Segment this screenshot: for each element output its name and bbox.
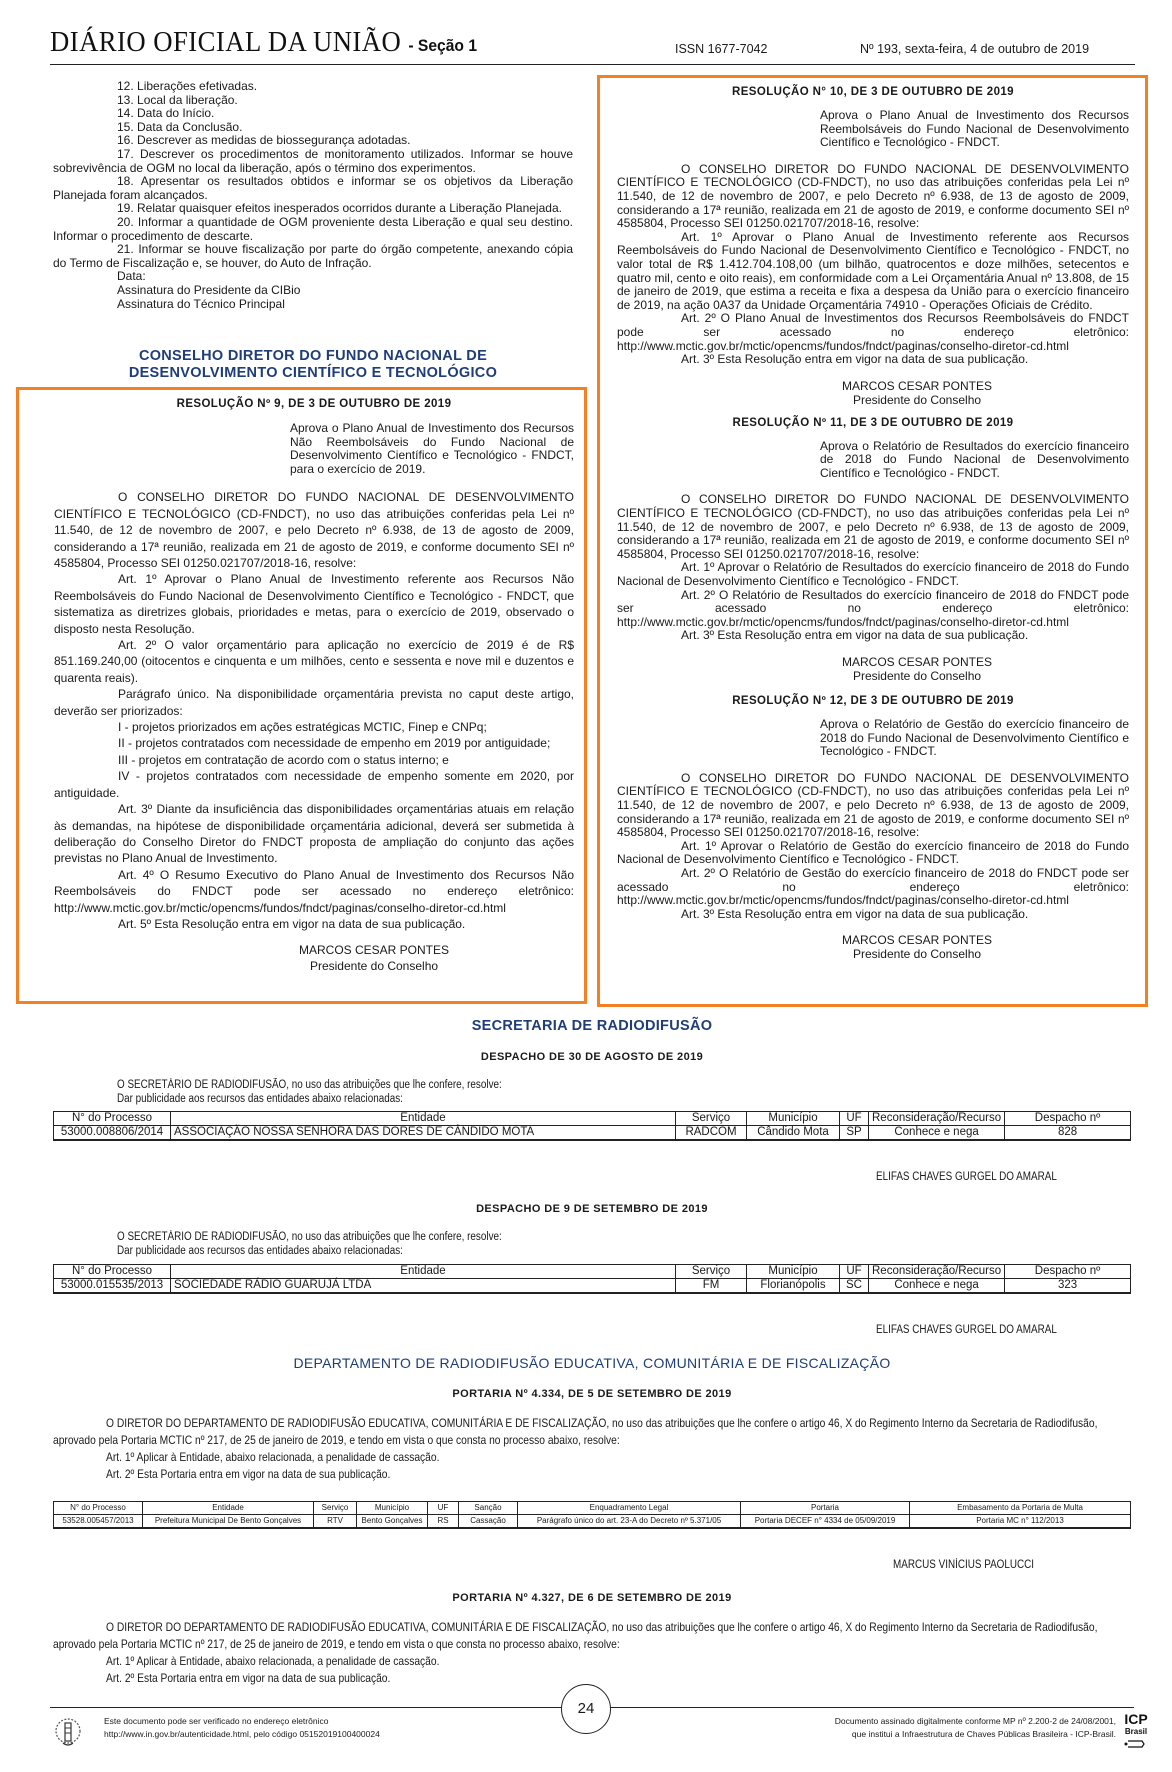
column-header: UF — [840, 1265, 869, 1279]
despacho-2-intro: O SECRETÁRIO DE RADIODIFUSÃO, no uso das atribuições que lhe confere, resolve: — [117, 1231, 502, 1243]
svg-text:Brasil: Brasil — [1124, 1727, 1148, 1736]
cell-servico: RADCOM — [676, 1126, 747, 1141]
cell-municipio: Cândido Mota — [747, 1126, 840, 1141]
paragraph: Art. 3º Diante da insuficiência das disponibilidades orçamentárias atuais em relação às demandas, na hipótese de disponibilidade orçamentária adicional, deverá ser submetida à deliberação do Conselho Diretor do FNDCT proposta de ampliação do conjunto das ações previstas no Plano Anual de Investimento. — [54, 802, 574, 866]
resolucoes-10-12-box — [597, 75, 1148, 1007]
departamento-heading: DEPARTAMENTO DE RADIODIFUSÃO EDUCATIVA, COMUNITÁRIA E DE FISCALIZAÇÃO — [293, 1355, 891, 1371]
column-header: Serviço — [314, 1502, 357, 1515]
column-header: Reconsideração/Recurso — [869, 1112, 1005, 1126]
icp-brasil-logo — [1122, 1711, 1150, 1751]
column-header: Entidade — [171, 1112, 676, 1126]
table-header-row — [54, 1265, 1131, 1279]
portaria-1-table — [53, 1501, 1131, 1529]
column-header: N° do Processo — [54, 1112, 171, 1126]
conselho-heading — [53, 348, 573, 382]
paragraph: Art. 4º O Resumo Executivo do Plano Anual de Investimento dos Recursos Não Reembolsáveis do FNDCT pode ser acessado no endereço eletrônico: http://www.mctic.gov.br/mctic/opencms/fundos/fndct/paginas/conselho-diretor-cd.html — [54, 867, 574, 915]
conselho-heading-line2: DESENVOLVIMENTO CIENTÍFICO E TECNOLÓGICO — [128, 365, 498, 381]
list-item: 17. Descrever os procedimentos de monitoramento utilizados. Informar se houve sobrevivência de OGM no local da liberação, após o término dos experimentos. — [53, 146, 573, 175]
header-rule — [50, 64, 1135, 65]
column-header: Embasamento da Portaria de Multa — [910, 1502, 1131, 1515]
paragraph: Art. 3º Esta Resolução entra em vigor na data de sua publicação. — [681, 628, 1029, 643]
cell-despacho: 828 — [1005, 1126, 1131, 1141]
svg-text:ICP: ICP — [1124, 1711, 1148, 1727]
cell-reconsideracao: Conhece e nega — [869, 1279, 1005, 1294]
resolucao-12-title: RESOLUÇÃO Nº 12, DE 3 DE OUTUBRO DE 2019 — [732, 695, 1014, 707]
verification-text: Este documento pode ser verificado no endereço eletrônico — [104, 1716, 329, 1726]
signature-text-1: Documento assinado digitalmente conforme MP nº 2.200-2 de 24/08/2001, — [834, 1716, 1116, 1726]
resolucao-11-body — [617, 493, 1129, 643]
paragraph: O CONSELHO DIRETOR DO FUNDO NACIONAL DE DESENVOLVIMENTO CIENTÍFICO E TECNOLÓGICO (CD-FNDCT), no uso das atribuições conferidas pela Lei nº 11.540, de 12 de novembro de 2007, e pelo Decreto nº 6.938, de 13 de agosto de 2009, considerando a 17ª reunião, realizada em 21 de agosto de 2019, e conforme documento SEI nº 4585804, Processo SEI 01250.021707/2018-16, resolve: — [617, 770, 1129, 840]
cell-uf: RS — [428, 1515, 459, 1529]
cell-servico: RTV — [314, 1515, 357, 1529]
paragraph: Art. 1º Aprovar o Relatório de Gestão do exercício financeiro de 2018 do Fundo Nacional de Desenvolvimento Científico e Tecnológico - FNDCT. — [617, 838, 1129, 867]
issn: ISSN 1677-7042 — [675, 42, 768, 56]
paragraph: Art. 3º Esta Resolução entra em vigor na data de sua publicação. — [681, 352, 1029, 367]
signer-name: MARCOS CESAR PONTES — [841, 655, 993, 669]
list-item: Assinatura do Presidente da CIBio — [117, 282, 301, 297]
portaria-1-title: PORTARIA Nº 4.334, DE 5 DE SETEMBRO DE 2019 — [452, 1388, 732, 1400]
column-header: UF — [840, 1112, 869, 1126]
table-header-row — [54, 1502, 1131, 1515]
paragraph: Art. 2º O valor orçamentário para aplicação no exercício de 2019 é de R$ 851.169.240,00 (oitocentos e cinquenta e um milhões, cento e sessenta e nove mil e duzentos e quarenta reais). — [54, 638, 574, 685]
despacho-2-title: DESPACHO DE 9 DE SETEMBRO DE 2019 — [476, 1203, 708, 1215]
signer-role: Presidente do Conselho — [309, 959, 439, 974]
column-header: N° do Processo — [54, 1502, 143, 1515]
resolucao-10-title: RESOLUÇÃO N° 10, DE 3 DE OUTUBRO DE 2019 — [732, 86, 1014, 98]
despacho-2-intro2: Dar publicidade aos recursos das entidades abaixo relacionadas: — [117, 1245, 403, 1257]
table-row — [54, 1515, 1131, 1529]
resolucao-12-ementa: Aprova o Relatório de Gestão do exercício financeiro de 2018 do Fundo Nacional de Desenvolvimento Científico e Tecnológico - FNDCT. — [820, 717, 1129, 759]
cell-processo: 53000.015535/2013 — [54, 1279, 171, 1294]
list-item: 18. Apresentar os resultados obtidos e informar se os objetivos da Liberação Planejada foram alcançados. — [53, 174, 573, 202]
list-item: 15. Data da Conclusão. — [117, 119, 243, 134]
paragraph: Art. 5º Esta Resolução entra em vigor na data de sua publicação. — [118, 916, 466, 931]
paragraph: Art. 2º O Relatório de Resultados do exercício financeiro de 2018 do FNDCT pode ser acessado no endereço eletrônico: http://www.mctic.gov.br/mctic/opencms/fundos/fndct/paginas/conselho-diretor-cd.html — [617, 587, 1129, 629]
paragraph: O CONSELHO DIRETOR DO FUNDO NACIONAL DE DESENVOLVIMENTO CIENTÍFICO E TECNOLÓGICO (CD-FNDCT), no uso das atribuições conferidas pela Lei nº 11.540, de 12 de novembro de 2007, e pelo Decreto nº 6.938, de 13 de agosto de 2009, considerando a 17ª reunião, realizada em 21 de agosto de 2019, e conforme documento SEI nº 4585804, Processo SEI 01250.021707/2018-16, resolve: — [54, 490, 574, 570]
resolucao-10-signature — [817, 379, 1017, 407]
cell-entidade: Prefeitura Municipal De Bento Gonçalves — [143, 1515, 314, 1529]
paragraph: Art. 2º O Plano Anual de Investimentos dos Recursos Reembolsáveis do FNDCT pode ser acessado no endereço eletrônico: http://www.mctic.gov.br/mctic/opencms/fundos/fndct/paginas/conselho-diretor-cd.html — [617, 311, 1129, 353]
cell-sancao: Cassação — [459, 1515, 518, 1529]
column-header: Entidade — [143, 1502, 314, 1515]
column-header: Serviço — [676, 1112, 747, 1126]
list-item: 14. Data do Início. — [117, 106, 215, 121]
signer-name: MARCOS CESAR PONTES — [298, 943, 450, 958]
column-header: Reconsideração/Recurso — [869, 1265, 1005, 1279]
paragraph: Art. 3º Esta Resolução entra em vigor na data de sua publicação. — [681, 906, 1029, 921]
portaria-1-body — [53, 1415, 1130, 1483]
paragraph: Art. 1º Aplicar à Entidade, abaixo relacionada, a penalidade de cassação. — [106, 1654, 440, 1668]
resolucao-9-title: RESOLUÇÃO Nº 9, DE 3 DE OUTUBRO DE 2019 — [176, 398, 452, 410]
portaria-1-signer: MARCUS VINÍCIUS PAOLUCCI — [893, 1559, 1035, 1571]
paragraph: Art. 1º Aprovar o Plano Anual de Investimento referente aos Recursos Reembolsáveis do Fundo Nacional de Desenvolvimento Científico e Tecnológico - FNDCT, no valor total de R$ 1.412.704.108,00 (um bilhão, quatrocentos e doze milhões, setecentos e quatro mil, cento e oito reais), em conformidade com a Lei Orçamentária Anual nº 13.808, de 15 de janeiro de 2019, que estima a receita e fixa a despesa da União para o exercício financeiro de 2019, na ação 0A37 da Unidade Orçamentária 74910 - Operações Oficiais de Crédito. — [617, 229, 1129, 312]
masthead-title — [50, 26, 477, 59]
column-header: Despacho nº — [1005, 1112, 1131, 1126]
paragraph: III - projetos em contratação de acordo com o status interno; e — [118, 752, 449, 767]
coat-of-arms-icon — [53, 1715, 83, 1749]
column-header: Município — [357, 1502, 428, 1515]
paragraph: O DIRETOR DO DEPARTAMENTO DE RADIODIFUSÃO EDUCATIVA, COMUNITÁRIA E DE FISCALIZAÇÃO, no uso das atribuições que lhe confere o artigo 46, X do Regimento Interno da Secretaria de Radiodifusão, aprovado pela Portaria MCTIC nº 217, de 25 de janeiro de 2019, e tendo em vista o que consta no processo abaixo, resolve: — [53, 1416, 1098, 1447]
signer-name: MARCOS CESAR PONTES — [841, 378, 993, 393]
signer-name: MARCOS CESAR PONTES — [841, 933, 993, 948]
verification-link[interactable]: http://www.in.gov.br/autenticidade.html, pelo código 05152019100400024 — [104, 1729, 380, 1739]
cell-uf: SP — [840, 1126, 869, 1141]
paragraph: II - projetos contratados com necessidade de empenho em 2019 por antiguidade; — [118, 736, 551, 751]
column-header: Serviço — [676, 1265, 747, 1279]
column-header: Enquadramento Legal — [518, 1502, 741, 1515]
list-item: Data: — [117, 269, 146, 284]
cell-portaria: Portaria DECEF n° 4334 de 05/09/2019 — [741, 1515, 910, 1529]
page-number: 24 — [561, 1684, 611, 1734]
despacho-1-title: DESPACHO DE 30 DE AGOSTO DE 2019 — [480, 1051, 704, 1063]
column-header: UF — [428, 1502, 459, 1515]
list-item: 19. Relatar quaisquer efeitos inesperados ocorridos durante a Liberação Planejada. — [117, 201, 562, 216]
despacho-2-table — [53, 1264, 1131, 1294]
paragraph: O CONSELHO DIRETOR DO FUNDO NACIONAL DE DESENVOLVIMENTO CIENTÍFICO E TECNOLÓGICO (CD-FNDCT), no uso das atribuições conferidas pela Lei nº 11.540, de 12 de novembro de 2007, e pelo Decreto nº 6.938, de 13 de agosto de 2009, considerando a 17ª reunião, realizada em 21 de agosto de 2019, e conforme documento SEI nº 4585804, Processo SEI 01250.021707/2018-16, resolve: — [617, 161, 1129, 231]
resolucao-12-body — [617, 772, 1129, 922]
cell-entidade: SOCIEDADE RÁDIO GUARUJÁ LTDA — [171, 1279, 676, 1294]
cell-municipio: Florianópolis — [747, 1279, 840, 1294]
list-item: 20. Informar a quantidade de OGM proveniente desta Liberação e qual seu destino. Informar o procedimento de descarte. — [53, 214, 573, 243]
cell-servico: FM — [676, 1279, 747, 1294]
paragraph: Art. 1º Aplicar à Entidade, abaixo relacionada, a penalidade de cassação. — [106, 1450, 440, 1464]
resolucao-9-signature — [274, 942, 474, 974]
cell-embasamento: Portaria MC n° 112/2013 — [910, 1515, 1131, 1529]
table-row — [54, 1126, 1131, 1141]
resolucao-11-title: RESOLUÇÃO Nº 11, DE 3 DE OUTUBRO DE 2019 — [732, 416, 1014, 429]
list-item: Assinatura do Técnico Principal — [117, 296, 285, 311]
cell-uf: SC — [840, 1279, 869, 1294]
footer-rule-left — [50, 1707, 562, 1708]
footer-rule-right — [610, 1707, 1134, 1708]
paragraph: Art. 2º Esta Portaria entra em vigor na data de sua publicação. — [106, 1467, 391, 1481]
paragraph: IV - projetos contratados com necessidade de empenho somente em 2020, por antiguidade. — [54, 769, 574, 800]
paragraph: Art. 2º Esta Portaria entra em vigor na data de sua publicação. — [106, 1671, 391, 1685]
table-header-row — [54, 1112, 1131, 1126]
column-header: Município — [747, 1112, 840, 1126]
cell-entidade: ASSOCIAÇÃO NOSSA SENHORA DAS DORES DE CÂNDIDO MOTA — [171, 1126, 676, 1141]
cell-enquadramento: Parágrafo único do art. 23-A do Decreto nº 5.371/05 — [518, 1515, 741, 1529]
paragraph: O CONSELHO DIRETOR DO FUNDO NACIONAL DE DESENVOLVIMENTO CIENTÍFICO E TECNOLÓGICO (CD-FNDCT), no uso das atribuições conferidas pela Lei nº 11.540, de 12 de novembro de 2007, e pelo Decreto nº 6.938, de 13 de agosto de 2009, considerando a 17ª reunião, realizada em 21 de agosto de 2019, e conforme documento SEI nº 4585804, Processo SEI 01250.021707/2018-16, resolve: — [617, 492, 1129, 561]
column-header: Entidade — [171, 1265, 676, 1279]
despacho-1-table — [53, 1111, 1131, 1141]
cell-reconsideracao: Conhece e nega — [869, 1126, 1005, 1141]
signature-text-2: que institui a Infraestrutura de Chaves Públicas Brasileira - ICP-Brasil. — [851, 1729, 1116, 1739]
cell-processo: 53528.005457/2013 — [54, 1515, 143, 1529]
list-item: 13. Local da liberação. — [117, 92, 238, 107]
paragraph: Art. 1º Aprovar o Plano Anual de Investimento referente aos Recursos Não Reembolsáveis do Fundo Nacional de Desenvolvimento Científico e Tecnológico - FNDCT, que sistematiza as diretrizes globais, prioridades e metas, para o exercício de 2019, observado o disposto nesta Resolução. — [54, 572, 574, 636]
column-header: N° do Processo — [54, 1265, 171, 1279]
despacho-1-signer: ELIFAS CHAVES GURGEL DO AMARAL — [876, 1171, 1057, 1183]
signer-role: Presidente do Conselho — [852, 392, 982, 407]
verification-note — [104, 1715, 380, 1741]
column-header: Sanção — [459, 1502, 518, 1515]
resolucao-9-ementa: Aprova o Plano Anual de Investimento dos Recursos Não Reembolsáveis do Fundo Nacional de Desenvolvimento Científico e Tecnológico - FNDCT, para o exercício de 2019. — [290, 421, 574, 476]
signer-role: Presidente do Conselho — [852, 947, 982, 962]
newspaper-title: DIÁRIO OFICIAL DA UNIÃO — [50, 26, 402, 58]
resolucao-10-ementa: Aprova o Plano Anual de Investimento dos Recursos Reembolsáveis do Fundo Nacional de Desenvolvimento Científico e Tecnológico - FNDCT. — [820, 108, 1129, 150]
list-item: 16. Descrever as medidas de biossegurança adotadas. — [117, 133, 411, 148]
paragraph: Art. 1º Aprovar o Relatório de Resultados do exercício financeiro de 2018 do Fundo Nacional de Desenvolvimento Científico e Tecnológico - FNDCT. — [617, 560, 1129, 589]
table-row — [54, 1279, 1131, 1294]
cell-processo: 53000.008806/2014 — [54, 1126, 171, 1141]
resolucao-11-ementa: Aprova o Relatório de Resultados do exercício financeiro de 2018 do Fundo Nacional de Desenvolvimento Científico e Tecnológico - FNDCT. — [820, 438, 1129, 480]
section-label: - Seção 1 — [408, 36, 478, 55]
issue-date: Nº 193, sexta-feira, 4 de outubro de 2019 — [860, 42, 1090, 56]
column-header: Despacho nº — [1005, 1265, 1131, 1279]
despacho-1-intro2: Dar publicidade aos recursos das entidades abaixo relacionadas: — [117, 1093, 403, 1105]
column-header: Portaria — [741, 1502, 910, 1515]
resolucao-9-box — [16, 387, 587, 1004]
resolucao-10-body — [617, 163, 1129, 367]
portaria-2-body — [53, 1619, 1130, 1687]
cell-municipio: Bento Gonçalves — [357, 1515, 428, 1529]
despacho-2-signer: ELIFAS CHAVES GURGEL DO AMARAL — [876, 1324, 1057, 1336]
list-item: 12. Liberações efetivadas. — [117, 79, 258, 93]
despacho-1-intro: O SECRETÁRIO DE RADIODIFUSÃO, no uso das atribuições que lhe confere, resolve: — [117, 1079, 502, 1091]
digital-signature-note — [780, 1715, 1116, 1741]
column-header: Município — [747, 1265, 840, 1279]
liberacao-items — [53, 80, 573, 311]
paragraph: Art. 2º O Relatório de Gestão do exercício financeiro de 2018 do FNDCT pode ser acessado no endereço eletrônico: http://www.mctic.gov.br/mctic/opencms/fundos/fndct/paginas/conselho-diretor-cd.html — [617, 865, 1129, 908]
portaria-2-title: PORTARIA Nº 4.327, DE 6 DE SETEMBRO DE 2019 — [452, 1592, 732, 1604]
list-item: 21. Informar se houve fiscalização por parte do órgão competente, anexando cópia do Termo de Fiscalização e, se houver, do Auto de Infração. — [53, 242, 573, 270]
paragraph: O DIRETOR DO DEPARTAMENTO DE RADIODIFUSÃO EDUCATIVA, COMUNITÁRIA E DE FISCALIZAÇÃO, no uso das atribuições que lhe confere o artigo 46, X do Regimento Interno da Secretaria de Radiodifusão, aprovado pela Portaria MCTIC nº 217, de 25 de janeiro de 2019, e tendo em vista o que consta no processo abaixo, resolve: — [53, 1620, 1098, 1651]
secretaria-heading: SECRETARIA DE RADIODIFUSÃO — [471, 1018, 713, 1034]
resolucao-11-signature — [817, 655, 1017, 683]
resolucao-12-signature — [817, 933, 1017, 961]
paragraph: I - projetos priorizados em ações estratégicas MCTIC, Finep e CNPq; — [118, 720, 487, 735]
resolucao-9-body — [54, 489, 574, 932]
conselho-heading-line1: CONSELHO DIRETOR DO FUNDO NACIONAL DE — [138, 348, 488, 364]
paragraph: Parágrafo único. Na disponibilidade orçamentária prevista no caput deste artigo, deverão ser priorizados: — [54, 687, 574, 718]
cell-despacho: 323 — [1005, 1279, 1131, 1294]
signer-role: Presidente do Conselho — [852, 669, 982, 683]
